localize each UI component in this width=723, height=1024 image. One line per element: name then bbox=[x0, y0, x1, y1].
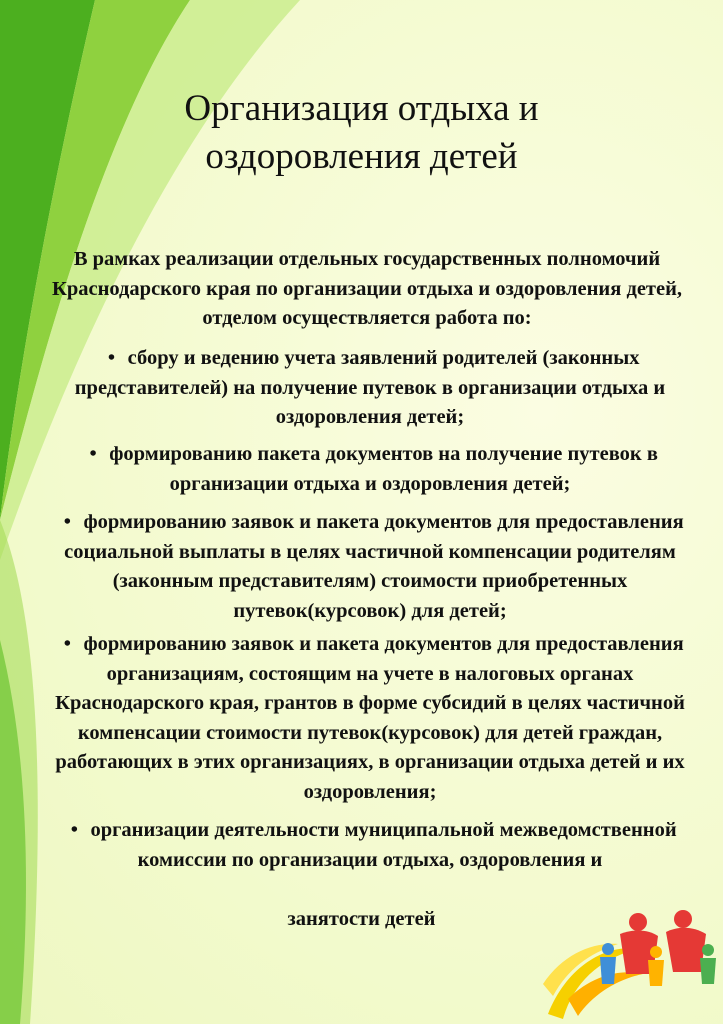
title-line-1: Организация отдыха и bbox=[184, 88, 539, 129]
bullet-icon: • bbox=[70, 819, 78, 841]
list-item-text: организации деятельности муниципальной межведомственной комиссии по организации отдыха, оздоровления и bbox=[90, 819, 677, 871]
list-item-text: формированию заявок и пакета документов для предоставления организациям, состоящим на учете в налоговых органах Краснодарского края, грантов в форме субсидий в целях частичной компенсации стоимости путевок(курсовок) для детей граждан, работающих в этих организациях, в организации отдыха детей и их оздоровления; bbox=[55, 633, 685, 803]
closing-line: занятости детей bbox=[287, 908, 436, 930]
list-item bbox=[30, 344, 710, 433]
list-item-text: формированию заявок и пакета документов для предоставления социальной выплаты в целях частичной компенсации родителям (законным представителям) стоимости приобретенных путевок(курсовок) для детей; bbox=[64, 511, 684, 622]
intro-text: В рамках реализации отдельных государственных полномочий Краснодарского края по организации отдыха и оздоровления детей, bbox=[51, 248, 683, 300]
bullet-icon: • bbox=[63, 511, 71, 533]
intro-emphasis: отделом осуществляется работа по: bbox=[202, 307, 532, 329]
list-item bbox=[30, 816, 710, 875]
list-item bbox=[30, 630, 710, 807]
list-item-text: сбору и ведению учета заявлений родителей (законных представителей) на получение путевок в организации отдыха и оздоровления детей; bbox=[74, 347, 666, 428]
title-line-2: оздоровления детей bbox=[205, 136, 518, 177]
list-item bbox=[30, 440, 710, 499]
bullet-icon: • bbox=[63, 633, 71, 655]
list-item-text: формированию пакета документов на получение путевок в организации отдыха и оздоровления детей; bbox=[109, 443, 658, 495]
bullet-icon: • bbox=[89, 443, 97, 465]
page-title bbox=[0, 85, 723, 181]
list-item bbox=[30, 508, 710, 626]
bullet-icon: • bbox=[107, 347, 116, 369]
intro-paragraph bbox=[22, 245, 712, 334]
